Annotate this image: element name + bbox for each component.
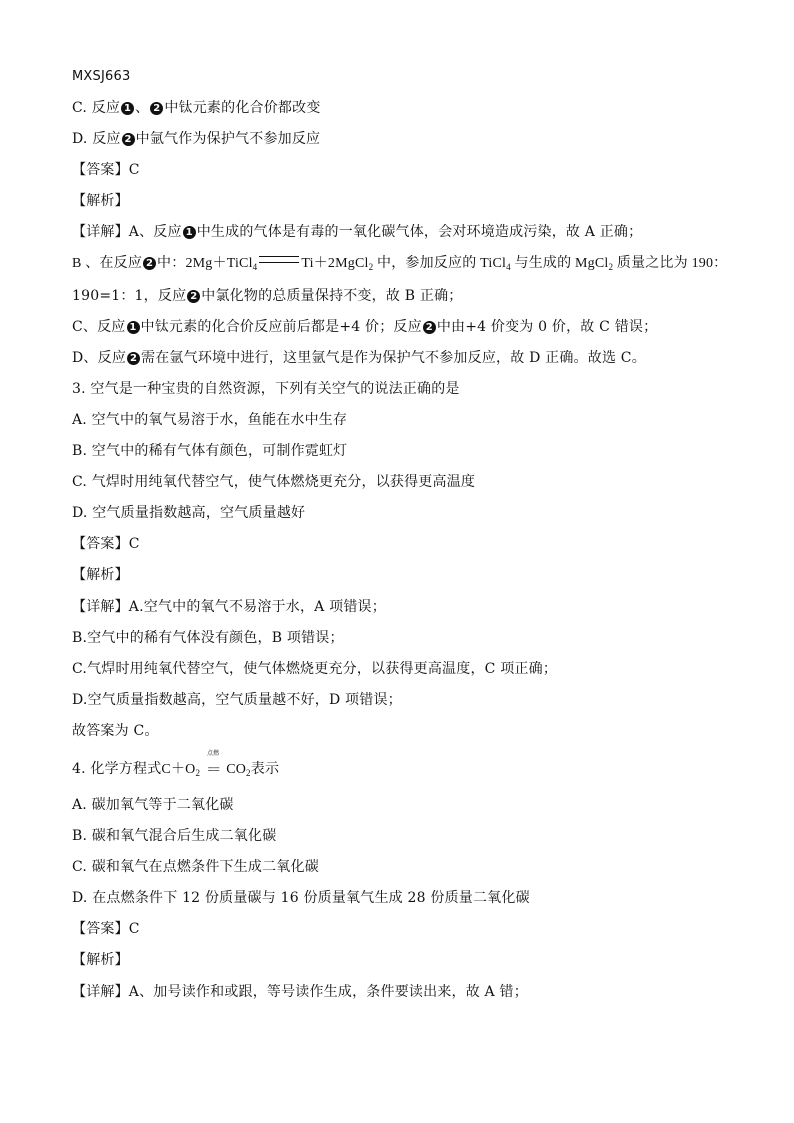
circled-number-icon: 2: [127, 352, 140, 365]
subscript: 4: [252, 262, 258, 272]
circled-number-icon: 2: [122, 133, 135, 146]
text: 表示: [250, 761, 280, 777]
chemical-equation: [161, 751, 251, 778]
q2-detail-b-cont: [72, 287, 462, 305]
text: 中氩气作为保护气不参加反应: [135, 131, 321, 147]
q4-option-b: B. 碳和氧气混合后生成二氧化碳: [72, 828, 277, 844]
q4-analysis-heading: 【解析】: [72, 952, 129, 968]
q2-analysis-heading: 【解析】: [72, 193, 129, 209]
q2-detail-d: [72, 349, 646, 367]
q2-detail-a: [72, 223, 642, 241]
q2-answer: 【答案】C: [72, 162, 140, 178]
q3-option-c: C. 气焊时用纯氧代替空气，使气体燃烧更充分，以获得更高温度: [72, 474, 476, 490]
condition-label: 点燃: [206, 751, 220, 757]
q2-detail-b: [72, 255, 727, 276]
q3-answer: 【答案】C: [72, 536, 140, 552]
q4-stem: [72, 751, 280, 782]
equation-text: Ti＋2MgCl: [301, 256, 369, 271]
equals-sign: ==: [207, 762, 219, 776]
q3-analysis-heading: 【解析】: [72, 567, 129, 583]
equals-sign-icon: [259, 256, 299, 263]
header-code: MXSJ663: [72, 69, 131, 84]
text: 需在氩气环境中进行，这里氩气是作为保护气不参加反应，故 D 正确。故选 C。: [141, 350, 646, 366]
text: 中钛元素的化合价反应前后都是+4 价；反应: [140, 319, 422, 335]
q3-detail-c: C.气焊时用纯氧代替空气，使气体燃烧更充分，以获得更高温度，C 项正确；: [72, 661, 558, 677]
text: 【详解】A、反应: [72, 224, 182, 240]
circled-number-icon: 2: [143, 257, 156, 270]
text: 中生成的气体是有毒的一氧化碳气体，会对环境造成污染，故 A 正确；: [196, 224, 643, 240]
subscript: 4: [506, 262, 511, 272]
text: 中钛元素的化合价都改变: [164, 100, 321, 116]
equation-text: CO: [226, 762, 247, 777]
q3-option-a: A. 空气中的氧气易溶于水，鱼能在水中生存: [72, 412, 348, 428]
text: 质量之比为 190：: [613, 256, 728, 271]
text: C、反应: [72, 319, 126, 335]
text: B 、在反应: [72, 256, 143, 271]
text: D、反应: [72, 350, 127, 366]
subscript: 2: [608, 262, 614, 272]
text: 4. 化学方程式: [72, 761, 162, 777]
text: 、: [135, 100, 150, 116]
q4-detail-a: 【详解】A、加号读作和或跟，等号读作生成，条件要读出来，故 A 错；: [72, 984, 528, 1000]
text: 中氯化物的总质量保持不变，故 B 正确；: [201, 288, 463, 304]
q4-answer: 【答案】C: [72, 921, 140, 937]
equation-text: 中：2Mg＋TiCl: [157, 256, 253, 271]
q3-detail-a: 【详解】A.空气中的氧气不易溶于水，A 项错误；: [72, 599, 386, 615]
circled-number-icon: 2: [187, 290, 200, 303]
text: 中由+4 价变为 0 价，故 C 错误；: [436, 319, 658, 335]
q3-stem: 3. 空气是一种宝贵的自然资源，下列有关空气的说法正确的是: [72, 381, 460, 397]
q4-option-d: D. 在点燃条件下 12 份质量碳与 16 份质量氧气生成 28 份质量二氧化碳: [72, 890, 530, 906]
q3-option-d: D. 空气质量指数越高，空气质量越好: [72, 505, 306, 521]
circled-number-icon: 2: [423, 321, 436, 334]
text: 与生成的 MgCl: [510, 256, 609, 271]
q3-option-b: B. 空气中的稀有气体有颜色，可制作霓虹灯: [72, 443, 348, 459]
q2-detail-c: [72, 318, 657, 336]
circled-number-icon: 2: [150, 102, 163, 115]
text: 中，参加反应的 TiCl: [373, 256, 507, 271]
text: D. 反应: [72, 131, 121, 147]
q2-option-d: [72, 130, 320, 148]
subscript: 2: [368, 262, 374, 272]
q3-conclusion: 故答案为 C。: [72, 723, 159, 739]
equation-text: C＋O: [161, 762, 196, 777]
q4-option-a: A. 碳加氧气等于二氧化碳: [72, 797, 234, 813]
circled-number-icon: 1: [183, 226, 196, 239]
text: C. 反应: [72, 100, 121, 116]
circled-number-icon: 1: [121, 102, 134, 115]
q3-detail-d: D.空气质量指数越高，空气质量越不好，D 项错误；: [72, 692, 402, 708]
circled-number-icon: 1: [127, 321, 140, 334]
subscript: 2: [195, 768, 201, 778]
q2-option-c: [72, 99, 321, 117]
q4-option-c: C. 碳和氧气在点燃条件下生成二氧化碳: [72, 859, 319, 875]
q3-detail-b: B.空气中的稀有气体没有颜色，B 项错误；: [72, 630, 344, 646]
subscript: 2: [246, 768, 251, 778]
reaction-condition: [200, 751, 226, 779]
text: 190=1：1，反应: [72, 288, 187, 304]
